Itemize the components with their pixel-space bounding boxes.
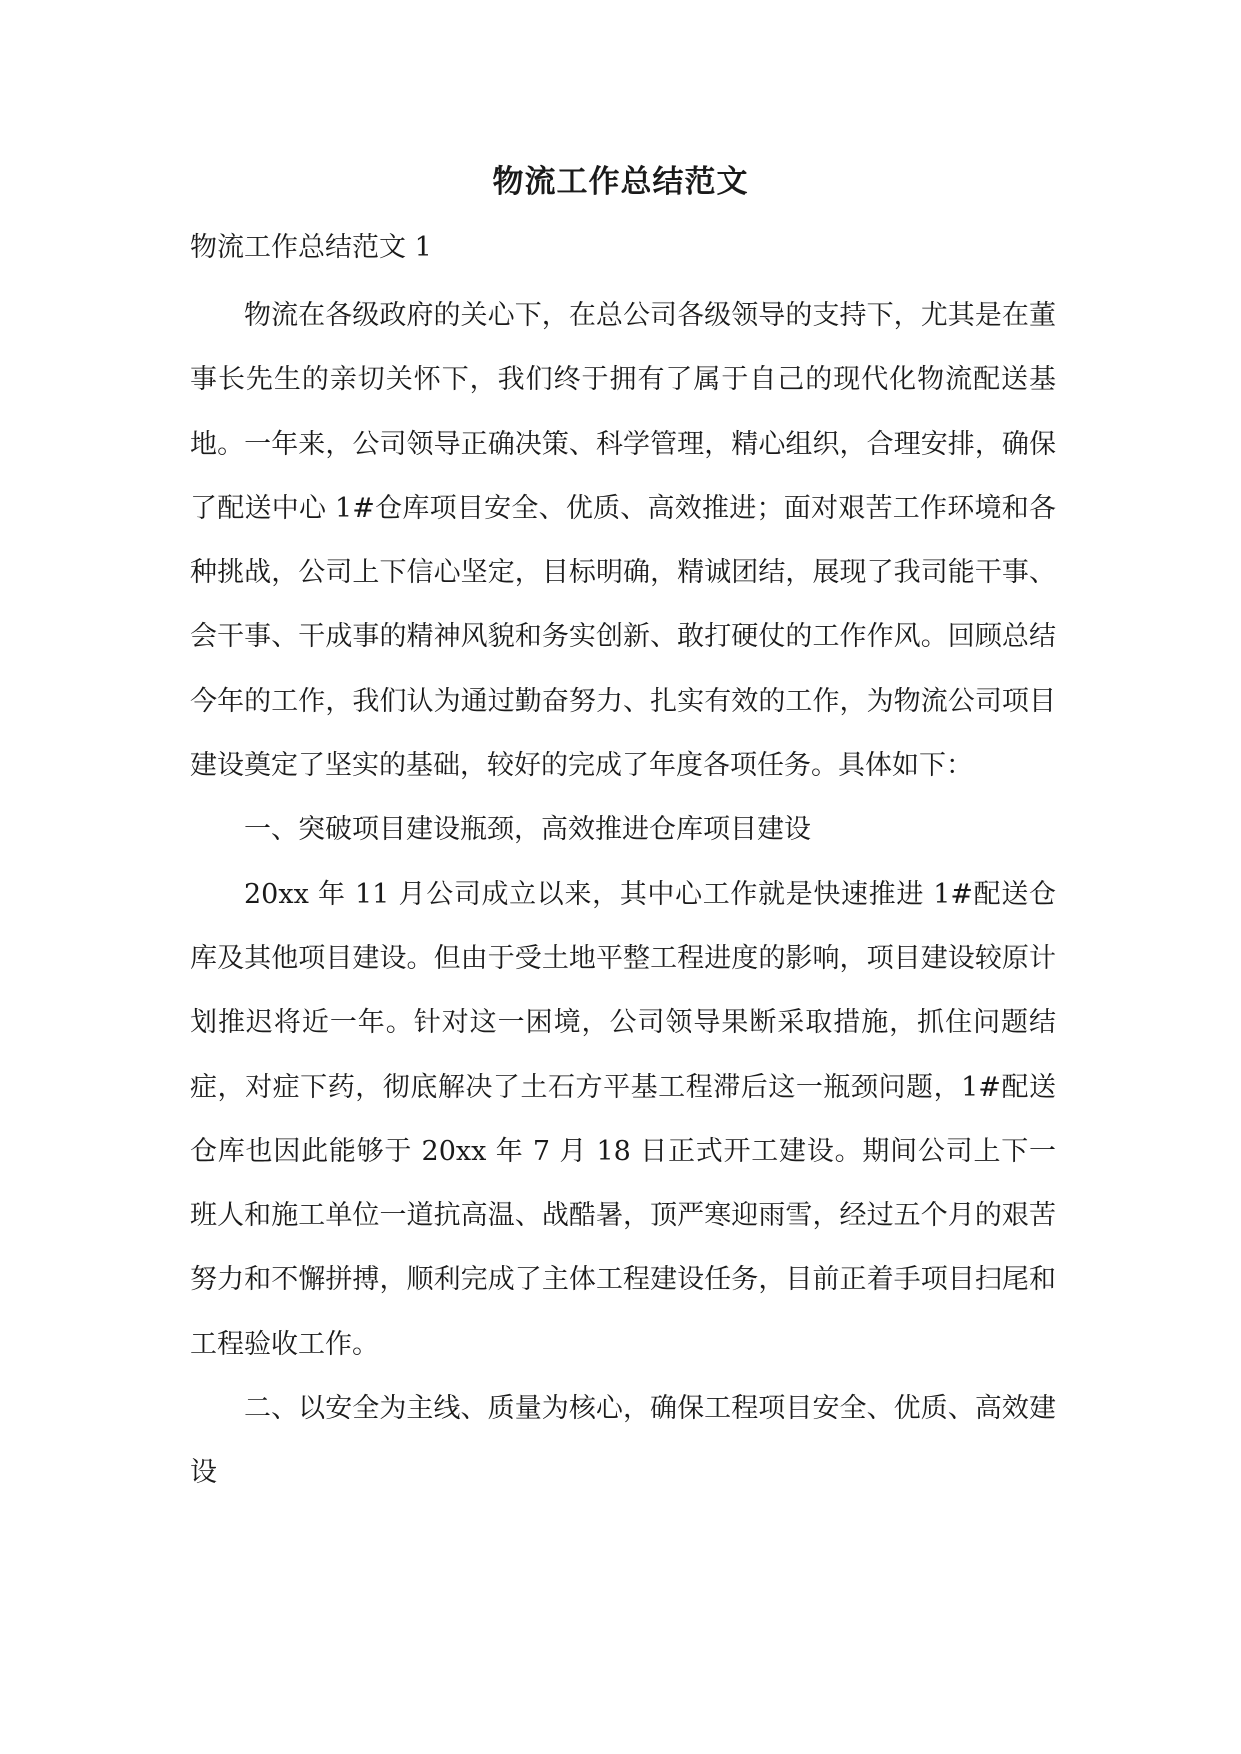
paragraph-heading-one: 一、突破项目建设瓶颈，高效推进仓库项目建设 <box>244 814 811 846</box>
document-body <box>190 284 1056 1506</box>
paragraph-heading-two: 二、以安全为主线、质量为核心，确保工程项目安全、优质、高效建设 <box>190 1393 1056 1489</box>
paragraph-intro: 物流在各级政府的关心下，在总公司各级领导的支持下，尤其是在董事长先生的亲切关怀下，我们终于拥有了属于自己的现代化物流配送基地。一年来，公司领导正确决策、科学管理，精心组织，合理安排，确保了配送中心 1#仓库项目安全、优质、高效推进；面对艰苦工作环境和各种挑战，公司上下信心坚定，目标明确，精诚团结，展现了我司能干事、会干事、干成事的精神风貌和务实创新、敢打硬仗的工作作风。回顾总结今年的工作，我们认为通过勤奋努力、扎实有效的工作，为物流公司项目建设奠定了坚实的基础，较好的完成了年度各项任务。具体如下： <box>190 300 1056 782</box>
document-title: 物流工作总结范文 <box>492 164 749 200</box>
paragraph-project: 20xx 年 11 月公司成立以来，其中心工作就是快速推进 1#配送仓库及其他项目建设。但由于受土地平整工程进度的影响，项目建设较原计划推迟将近一年。针对这一困境，公司领导果断采取措施，抓住问题结症，对症下药，彻底解决了土石方平基工程滞后这一瓶颈问题，1#配送仓库也因此能够于 20xx 年 7 月 18 日正式开工建设。期间公司上下一班人和施工单位一道抗高温、战酷暑，顶严寒迎雨雪，经过五个月的艰苦努力和不懈拼搏，顺利完成了主体工程建设任务，目前正着手项目扫尾和工程验收工作。 <box>190 878 1056 1360</box>
section-heading: 物流工作总结范文 1 <box>190 232 432 263</box>
